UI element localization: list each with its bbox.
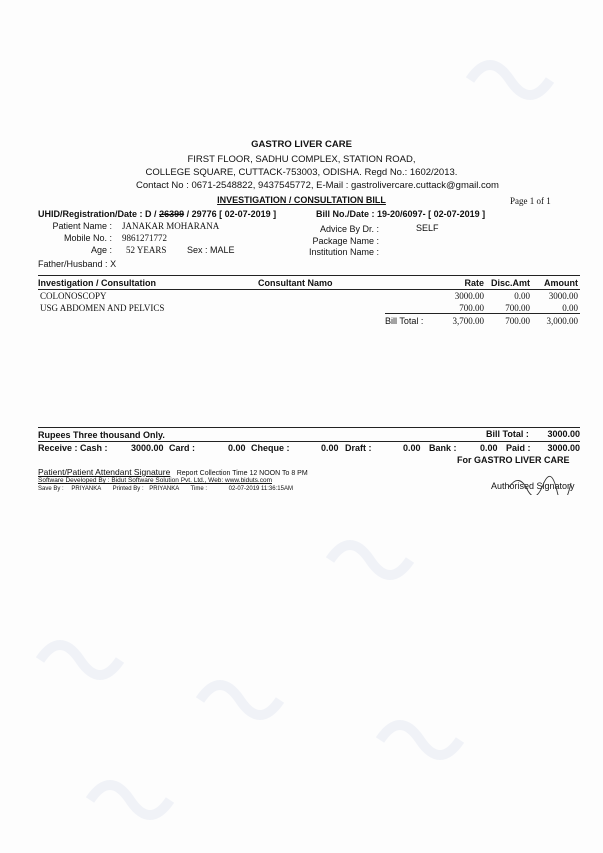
save-by-value: PRIYANKA bbox=[71, 486, 101, 492]
table-row-1-rate: 3000.00 bbox=[454, 291, 484, 301]
table-total-label: Bill Total : bbox=[385, 316, 424, 326]
page-number: Page 1 of 1 bbox=[510, 196, 551, 206]
footer-meta-row bbox=[38, 486, 293, 492]
advice-label: Advice By Dr. : bbox=[319, 224, 379, 234]
table-row-2-amount: 0.00 bbox=[562, 303, 578, 313]
summary-bill-total-value: 3000.00 bbox=[547, 429, 580, 439]
table-row-2-rate: 700.00 bbox=[459, 303, 484, 313]
address-line-2: COLLEGE SQUARE, CUTTACK-753003, ODISHA. Regd No.: 1602/2013. bbox=[145, 167, 458, 178]
father-value: X bbox=[110, 259, 117, 269]
package-label: Package Name : bbox=[312, 236, 379, 246]
mobile-label: Mobile No. : bbox=[63, 233, 112, 243]
address-line-1: FIRST FLOOR, SADHU COMPLEX, STATION ROAD, bbox=[187, 154, 416, 165]
table-total-amount: 3,000.00 bbox=[546, 316, 578, 326]
father-label: Father/Husband : bbox=[38, 259, 108, 269]
uhid-label: UHID/Registration/Date : bbox=[38, 209, 143, 219]
signature-scribble bbox=[505, 473, 575, 495]
printed-by-value: PRIYANKA bbox=[149, 486, 179, 492]
uhid-row bbox=[38, 209, 276, 219]
summary-mid-rule bbox=[38, 441, 580, 442]
paid-label: Paid : bbox=[506, 443, 531, 453]
age-label: Age : bbox=[90, 245, 112, 255]
sex-value: MALE bbox=[210, 245, 235, 255]
time-value: 02-07-2019 11:36:15AM bbox=[228, 486, 293, 492]
authorised-signatory: Authorised Signatory bbox=[491, 481, 575, 491]
bill-no-label: Bill No./Date : bbox=[316, 209, 375, 219]
col-investigation: Investigation / Consultation bbox=[38, 278, 157, 288]
software-credit: Software Developed By : Bidut Software Solution Pvt. Ltd., Web: www.biduts.com bbox=[38, 477, 272, 484]
amount-in-words: Rupees Three thousand Only. bbox=[38, 430, 165, 440]
bank-label: Bank : bbox=[429, 443, 457, 453]
summary-bill-total-label: Bill Total : bbox=[486, 429, 529, 439]
footer-line-1 bbox=[38, 467, 308, 477]
for-org-label: For GASTRO LIVER CARE bbox=[457, 455, 570, 465]
bill-no-value: 19-20/6097- [ 02-07-2019 ] bbox=[377, 209, 486, 219]
sex-row bbox=[187, 245, 235, 255]
summary-top-rule bbox=[38, 427, 580, 428]
uhid-struck: 26399 bbox=[159, 209, 185, 219]
advice-value: SELF bbox=[416, 223, 439, 233]
time-label: Time : bbox=[190, 486, 207, 492]
cheque-value: 0.00 bbox=[321, 443, 339, 453]
uhid-prefix: D / bbox=[145, 209, 157, 219]
col-disc: Disc.Amt bbox=[490, 278, 530, 288]
card-value: 0.00 bbox=[228, 443, 246, 453]
table-total-rate: 3,700.00 bbox=[452, 316, 484, 326]
mobile-value: 9861271772 bbox=[122, 233, 167, 243]
table-row-2-disc: 700.00 bbox=[505, 303, 530, 313]
doc-title: INVESTIGATION / CONSULTATION BILL bbox=[217, 195, 386, 205]
receive-cash-value: 3000.00 bbox=[131, 443, 164, 453]
save-by-label: Save By : bbox=[38, 486, 64, 492]
bill-no-row bbox=[316, 209, 485, 219]
col-amount: Amount bbox=[544, 278, 578, 288]
uhid-rest: / 29776 [ 02-07-2019 ] bbox=[186, 209, 277, 219]
col-consultant: Consultant Namo bbox=[258, 278, 333, 288]
sex-label: Sex : bbox=[187, 245, 208, 255]
table-row-1-disc: 0.00 bbox=[514, 291, 530, 301]
table-top-rule bbox=[38, 275, 580, 276]
table-row-2-item: USG ABDOMEN AND PELVICS bbox=[40, 303, 165, 313]
card-label: Card : bbox=[169, 443, 196, 453]
table-header-rule bbox=[38, 289, 580, 290]
draft-value: 0.00 bbox=[403, 443, 421, 453]
patient-signature-label: Patient/Patient Attendant Signature bbox=[38, 467, 171, 477]
patient-name-value: JANAKAR MOHARANA bbox=[122, 221, 220, 231]
table-row-1-amount: 3000.00 bbox=[548, 291, 578, 301]
age-value: 52 YEARS bbox=[126, 245, 167, 255]
total-rule bbox=[385, 313, 580, 314]
paid-value: 3000.00 bbox=[547, 443, 580, 453]
father-row bbox=[38, 259, 116, 269]
cheque-label: Cheque : bbox=[251, 443, 290, 453]
org-name: GASTRO LIVER CARE bbox=[251, 139, 352, 150]
report-collection-time: Report Collection Time 12 NOON To 8 PM bbox=[176, 470, 308, 477]
patient-name-label: Patient Name : bbox=[52, 221, 112, 231]
col-rate: Rate bbox=[464, 278, 484, 288]
institution-label: Institution Name : bbox=[308, 247, 379, 257]
draft-label: Draft : bbox=[345, 443, 372, 453]
printed-by-label: Printed By : bbox=[112, 486, 144, 492]
table-total-disc: 700.00 bbox=[505, 316, 530, 326]
contact-line: Contact No : 0671-2548822, 9437545772, E-Mail : gastrolivercare.cuttack@gmail.com bbox=[136, 180, 499, 191]
table-row-1-item: COLONOSCOPY bbox=[40, 291, 107, 301]
receive-cash-label: Receive : Cash : bbox=[38, 443, 108, 453]
bank-value: 0.00 bbox=[480, 443, 498, 453]
